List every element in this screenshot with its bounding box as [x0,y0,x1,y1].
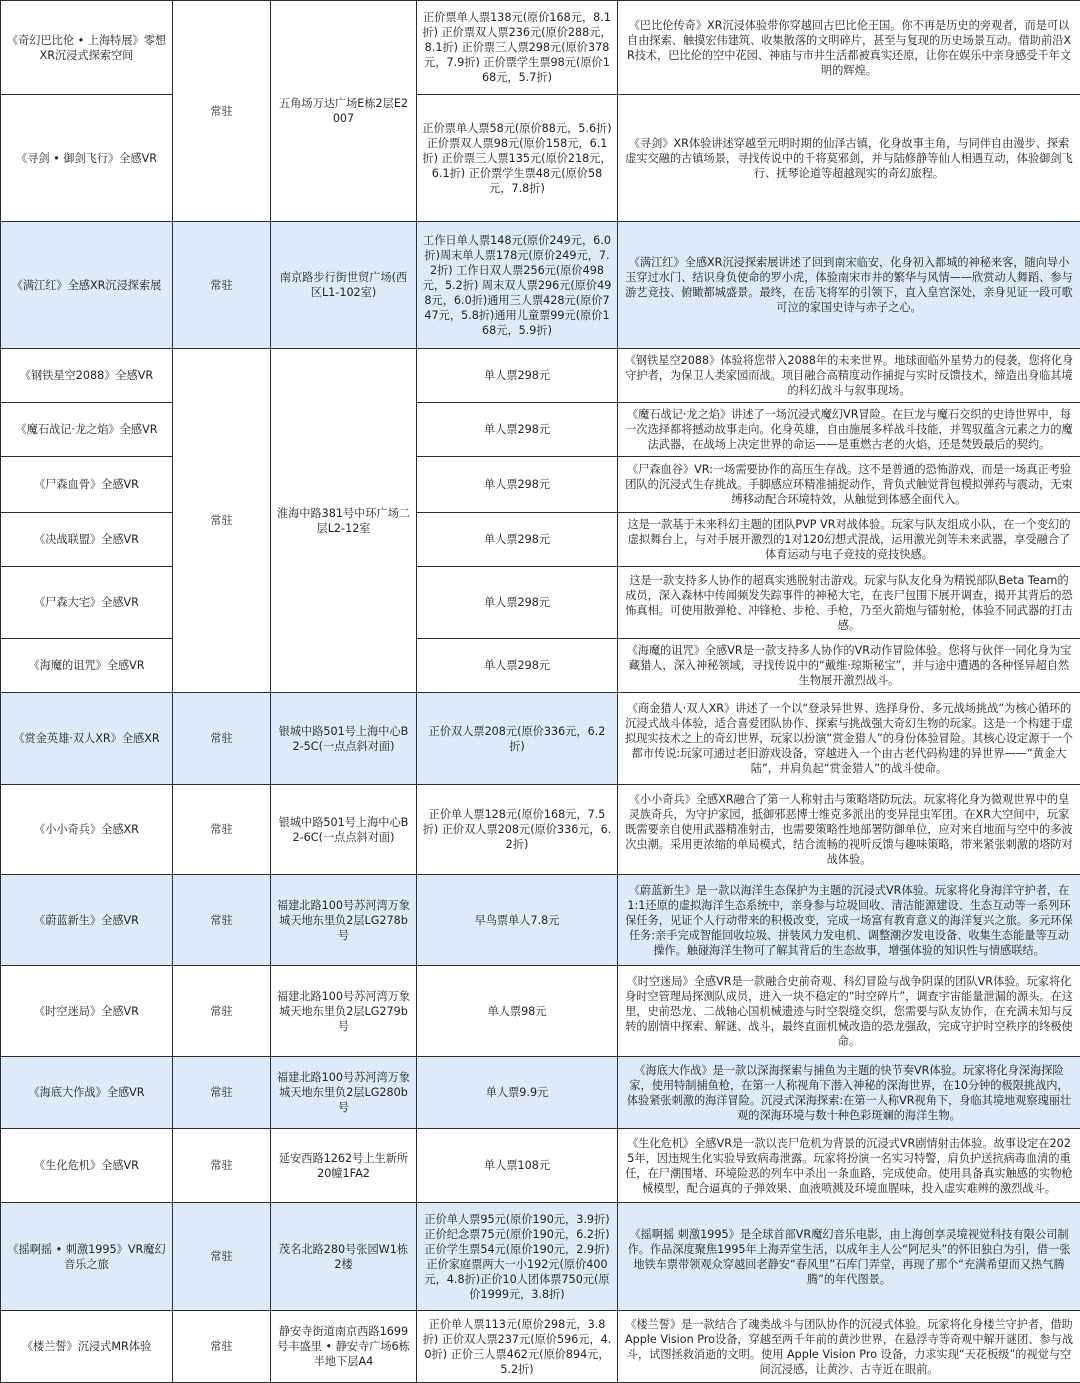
experience-name: 《钢铁星空2088》全感VR [1,349,173,403]
table-row [1,222,1080,349]
status-cell: 常驻 [173,1311,271,1383]
table-row [1,349,1080,403]
price-cell: 正价单人票95元(原价190元，3.9折) 正价纪念票75元(原价190元，6.2折) 正价学生票54元(原价190元，2.9折) 正价家庭票两大一小192元(原价400元，4.8折)正价10人团体票750元(原价1999元，3.8折) [417,1203,618,1311]
price-cell: 早鸟票单人7.8元 [417,875,618,966]
experience-name: 《奇幻巴比伦 • 上海特展》零想XR沉浸式探索空间 [1,1,173,95]
table-row [1,966,1080,1057]
status-cell: 常驻 [173,785,271,875]
description-cell: 《巴比伦传奇》XR沉浸体验带你穿越回古巴比伦王国。你不再是历史的旁观者，而是可以自由探索、触摸宏伟建筑、收集散落的文明碎片，甚至与复现的历史场景互动。借助前沿XR技术，巴比伦的空中花园、神庙与市井生活都被真实还原，让你在娱乐中亲身感受千年文明的辉煌。 [618,1,1080,95]
experience-name: 《魔石战记·龙之焰》全感VR [1,403,173,457]
description-cell: 《摇啊摇 刺激1995》是全球首部VR魔幻音乐电影，由上海创享灵境视觉科技有限公司制作。作品深度聚焦1995年上海弄堂生活，以成年主人公“阿尼头”的怀旧独白为引，借一张地铁车票带领观众穿越回老静安“春风里”石库门弄堂，再现了那个“充满希望而又热气腾腾”的年代图景。 [618,1203,1080,1311]
experience-name: 《尸森大宅》全感VR [1,567,173,639]
status-cell: 常驻 [173,1,271,222]
table-row [1,403,1080,457]
table-row [1,513,1080,567]
table-row [1,1129,1080,1203]
address-cell: 银城中路501号上海中心B2-5C(一点点斜对面) [271,693,417,785]
table-row [1,567,1080,639]
price-cell: 单人票298元 [417,639,618,693]
price-cell: 单人票98元 [417,966,618,1057]
experience-name: 《时空迷局》全感VR [1,966,173,1057]
table-row [1,1311,1080,1383]
status-cell: 常驻 [173,222,271,349]
address-cell: 福建北路100号苏河湾万象城天地东里负2层LG279b号 [271,966,417,1057]
description-cell: 《寻剑》XR体验讲述穿越至元明时期的仙泽古镇，化身故事主角，与同伴自由漫步、探索虚实交融的古镇场景，寻找传说中的千将莫邪剑，并与陆修静等仙人相遇互动，体验御剑飞行、抚琴论道等超越现实的奇幻旅程。 [618,95,1080,222]
description-cell: 《生化危机》全感VR是一款以丧尸危机为背景的沉浸式VR剧情射击体验。故事设定在2025年，因违规生化实验导致病毒泄露。玩家将扮演一名实习特警，肩负护送抗病毒血清的重任，在尸潮围堵、环境险恶的列车中杀出一条血路，完成使命。使用具备真实触感的实物枪械模型，配合逼真的子弹效果、血液喷溅及环境血腥味，投入虚实难辨的激烈战斗。 [618,1129,1080,1203]
status-cell: 常驻 [173,693,271,785]
description-cell: 《蔚蓝新生》是一款以海洋生态保护为主题的沉浸式VR体验。玩家将化身海洋守护者，在1:1还原的虚拟海洋生态系统中，亲身参与垃圾回收、清洁能源建设、生态互动等一系列环保任务，见证个人行动带来的积极改变，完成一场富有教育意义的海洋复兴之旅。多元环保任务:亲手完成智能回收垃圾、拼装风力发电机、调整潮汐发电设备、收集生态能量等互动操作。触碰海洋生物可了解其背后的生态故事，增强体验的知识性与情感联结。 [618,875,1080,966]
price-cell: 单人票108元 [417,1129,618,1203]
price-cell: 正价票单人票138元(原价168元，8.1折) 正价票双人票236元(原价288元，8.1折) 正价票三人票298元(原价378元，7.9折) 正价票学生票98元(原价168元，5.7折) [417,1,618,95]
description-cell: 《海魔的诅咒》全感VR是一款支持多人协作的VR动作冒险体验。您将与伙伴一同化身为宝藏猎人，深入神秘领域，寻找传说中的“戴维·琼斯秘宝”，并与途中遭遇的各种怪异超自然生物展开激烈战斗。 [618,639,1080,693]
description-cell: 《海底大作战》是一款以深海探索与捕鱼为主题的快节奏VR体验。玩家将化身深海探险家，使用特制捕鱼枪，在第一人称视角下潜入神秘的深海世界，在10分钟的极限挑战内，体验紧张刺激的海洋冒险。沉浸式深海探索:在第一人称VR视角下，身临其境地观察瑰丽壮观的深海环境与数十种色彩斑斓的海洋生物。 [618,1057,1080,1129]
table-row [1,875,1080,966]
address-cell: 福建北路100号苏河湾万象城天地东里负2层LG280b号 [271,1057,417,1129]
status-cell: 常驻 [173,1203,271,1311]
description-cell: 这是一款基于未来科幻主题的团队PVP VR对战体验。玩家与队友组成小队，在一个变幻的虚拟舞台上，与对手展开激烈的1对120幻想式混战，运用激光剑等未来武器，享受融合了体育运动与电子竞技的竞技快感。 [618,513,1080,567]
experience-name: 《生化危机》全感VR [1,1129,173,1203]
table-row [1,1,1080,95]
description-cell: 《小小奇兵》全感XR融合了第一人称射击与策略塔防玩法。玩家将化身为微观世界中的皇灵族奇兵，为守护家园，抵御邪恶博士维克多派出的变异昆虫军团。在XR大空间中，玩家既需要亲自使用武器精准射击，也需要策略性地部署防御单位，应对来自地面与空中的多波次虫潮。采用更浓缩的单局模式，结合流畅的视听反馈与趣味策略，带来紧张刺激的塔防对战体验。 [618,785,1080,875]
description-cell: 《钢铁星空2088》体验将您带入2088年的未来世界。地球面临外星势力的侵袭，您将化身守护者，为保卫人类家园而战。项目融合高精度动作捕捉与实时反馈技术，缔造出身临其境的科幻战斗与叙事现场。 [618,349,1080,403]
description-cell: 《满江红》全感XR沉浸探索展讲述了回到南宋临安，化身初入都城的神秘来客，随向导小玉穿过水门、结识身负使命的罗小虎，体验南宋市井的繁华与风情——欣赏动人舞蹈、参与游艺竞技、俯瞰都城盛景。最终，在岳飞将军的引领下，直入皇宫深处，亲身见证一段可歌可泣的家国史诗与赤子之心。 [618,222,1080,349]
price-cell: 正价票单人票58元(原价88元，5.6折) 正价票双人票98元(原价158元，6.1折) 正价票三人票135元(原价218元，6.1折) 正价票学生票48元(原价58元，7.8折) [417,95,618,222]
experience-name: 《楼兰誓》沉浸式MR体验 [1,1311,173,1383]
experience-name: 《小小奇兵》全感XR [1,785,173,875]
address-cell: 延安西路1262号上生新所20幢1FA2 [271,1129,417,1203]
experience-name: 《摇啊摇 • 刺激1995》VR魔幻音乐之旅 [1,1203,173,1311]
table-row [1,785,1080,875]
address-cell: 静安寺街道南京西路1699号丰盛里 • 静安寺广场6栋半地下层A4 [271,1311,417,1383]
address-cell: 银城中路501号上海中心B2-6C(一点点斜对面) [271,785,417,875]
price-cell: 单人票9.9元 [417,1057,618,1129]
experience-name: 《寻剑 • 御剑飞行》全感VR [1,95,173,222]
description-cell: 《楼兰誓》是一款结合了魂类战斗与团队协作的沉浸式体验。玩家将化身楼兰守护者，借助Apple Vision Pro设备，穿越至两千年前的黄沙世界，在悬浮寺等奇观中解开谜团、参与战斗，试图拯救消逝的文明。使用 Apple Vision Pro 设备，力求实现“天花板级”的视觉与空间沉浸感，让黄沙、古寺近在眼前。 [618,1311,1080,1383]
status-cell: 常驻 [173,875,271,966]
table-row [1,639,1080,693]
price-cell: 正价双人票208元(原价336元，6.2折) [417,693,618,785]
experience-name: 《蔚蓝新生》全感VR [1,875,173,966]
description-cell: 《尸森血谷》VR:一场需要协作的高压生存战。这不是普通的恐怖游戏，而是一场真正考验团队的沉浸式生存挑战。手脚感应环精准捕捉动作，背负式触觉背包模拟弹药与震动，无束缚移动配合环境特效，从触觉到体感全面代入。 [618,457,1080,513]
experience-name: 《海底大作战》全感VR [1,1057,173,1129]
experience-name: 《决战联盟》全感VR [1,513,173,567]
table-row [1,95,1080,222]
description-cell: 《魔石战记·龙之焰》讲述了一场沉浸式魔幻VR冒险。在巨龙与魔石交织的史诗世界中，每一次选择都将撼动故事走向。化身英雄，自由施展多样战斗技能，并驾驭蕴含元素之力的魔法武器，在战场上决定世界的命运——是重燃古老的火焰，还是焚毁最后的契约。 [618,403,1080,457]
status-cell: 常驻 [173,1057,271,1129]
status-cell: 常驻 [173,966,271,1057]
price-cell: 单人票298元 [417,567,618,639]
description-cell: 这是一款支持多人协作的超真实逃脱射击游戏。玩家与队友化身为精锐部队Beta Team的成员，深入森林中传闻频发失踪事件的神秘大宅，在丧尸包围下展开调查，揭开其背后的恐怖真相。可使用散弹枪、冲锋枪、步枪、手枪，乃至火箭炮与镭射枪，体验不同武器的打击感。 [618,567,1080,639]
price-cell: 单人票298元 [417,513,618,567]
price-cell: 工作日单人票148元(原价249元，6.0折)周末单人票178元(原价249元，7.2折) 工作日双人票256元(原价498元，5.2折) 周末双人票296元(原价498元，6.0折)通用三人票428元(原价747元，5.8折)通用儿童票99元(原价168元，5.9折) [417,222,618,349]
address-cell: 福建北路100号苏河湾万象城天地东里负2层LG278b号 [271,875,417,966]
experience-name: 《赏金英雄·双人XR》全感XR [1,693,173,785]
status-cell: 常驻 [173,349,271,693]
experience-name: 《满江红》全感XR沉浸探索展 [1,222,173,349]
table-row [1,693,1080,785]
address-cell: 五角场万达广场E栋2层E2007 [271,1,417,222]
price-cell: 正价单人票128元(原价168元，7.5折) 正价双人票208元(原价336元，6.2折) [417,785,618,875]
price-cell: 单人票298元 [417,457,618,513]
address-cell: 淮海中路381号中环广场二层L2-12室 [271,349,417,693]
price-cell: 正价单人票113元(原价298元，3.8折) 正价双人票237元(原价596元，4.0折) 正价三人票462元(原价894元，5.2折) [417,1311,618,1383]
experience-name: 《海魔的诅咒》全感VR [1,639,173,693]
description-cell: 《时空迷局》全感VR是一款融合史前奇观、科幻冒险与战争阴谋的团队VR体验。玩家将化身时空管理局探测队成员，进入一块不稳定的“时空碎片”，调查宇宙能量泄漏的源头。在这里，史前恐龙、二战轴心国机械遗迹与时空裂缝交织，您需要与队友协作，在充满未知与反转的剧情中探索、解谜、战斗，最终直面机械改造的恐龙强敌，完成守护时空秩序的终极使命。 [618,966,1080,1057]
table-row [1,457,1080,513]
experience-name: 《尸森血骨》全感VR [1,457,173,513]
table-row [1,1203,1080,1311]
table-row [1,1057,1080,1129]
address-cell: 南京路步行街世贸广场(西区L1-102室) [271,222,417,349]
price-cell: 单人票298元 [417,349,618,403]
price-cell: 单人票298元 [417,403,618,457]
status-cell: 常驻 [173,1129,271,1203]
description-cell: 《商金猎人·双人XR》讲述了一个以“登录异世界、选择身份、多元战场挑战”为核心循环的沉浸式战斗体验，适合喜爱团队协作、探索与挑战强大奇幻生物的玩家。这是一个构建于虚拟现实技术之上的奇幻世界，玩家以扮演“赏金猎人”的身份体验冒险。其核心设定源于一个都市传说:玩家可通过老旧游戏设备，穿越进入一个由古老代码构建的异世界——“黄金大陆”，并肩负起“赏金猎人”的战斗使命。 [618,693,1080,785]
address-cell: 茂名北路280号张园W1栋2楼 [271,1203,417,1311]
